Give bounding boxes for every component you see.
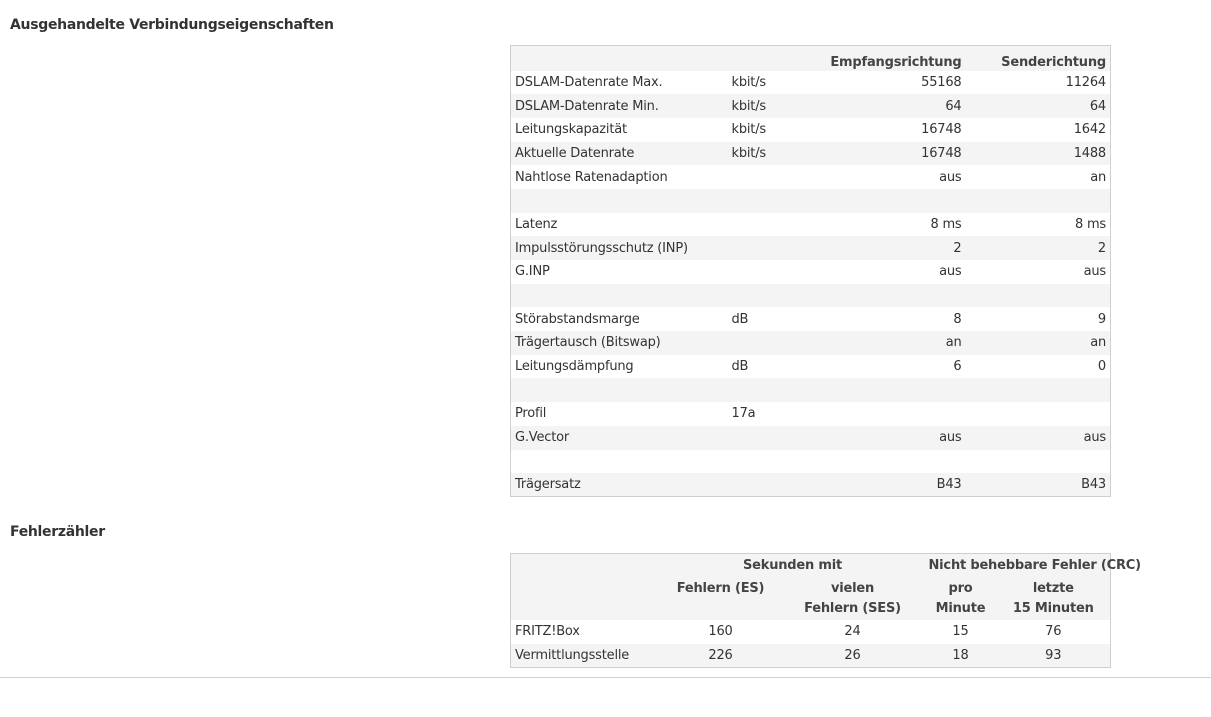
row-receive-value: 8 xyxy=(953,311,962,327)
row-unit xyxy=(728,426,798,450)
table-row xyxy=(511,142,1111,166)
row-label xyxy=(511,450,728,474)
row-unit: dB xyxy=(731,359,749,375)
row-receive-value xyxy=(798,284,966,308)
row-send-value: aus xyxy=(1083,430,1106,446)
row-unit: dB xyxy=(731,311,749,327)
row-unit xyxy=(728,450,798,474)
row-send-value: 11264 xyxy=(1065,74,1106,90)
header-cell xyxy=(511,46,728,71)
row-unit xyxy=(728,284,798,308)
row-receive-value: 16748 xyxy=(921,145,962,161)
row-label: Störabstandsmarge xyxy=(515,311,640,327)
row-label: G.Vector xyxy=(515,430,570,446)
row-receive-value xyxy=(798,402,966,426)
table-row xyxy=(511,213,1111,237)
row-label: DSLAM-Datenrate Max. xyxy=(515,74,663,90)
row-label: Leitungsdämpfung xyxy=(515,359,634,375)
header-receive-direction: Empfangsrichtung xyxy=(830,54,962,70)
section-title-error-counters: Fehlerzähler xyxy=(10,524,105,540)
header-last-15-line2: 15 Minuten xyxy=(1012,600,1094,616)
row-unit xyxy=(728,260,798,284)
row-label: Impulsstörungsschutz (INP) xyxy=(515,240,688,256)
row-receive-value: aus xyxy=(939,169,962,185)
row-unit xyxy=(728,165,798,189)
header-ses xyxy=(781,578,925,620)
row-receive-value xyxy=(798,450,966,474)
table-row xyxy=(511,94,1111,118)
row-send-value: aus xyxy=(1083,264,1106,280)
header-seconds-with: Sekunden mit xyxy=(742,558,843,574)
row-send-value: 8 ms xyxy=(1074,216,1106,232)
row-label: FRITZ!Box xyxy=(515,624,580,639)
header-cell xyxy=(511,578,661,620)
table-header-row xyxy=(511,46,1111,71)
header-ses-line2: Fehlern (SES) xyxy=(804,600,901,616)
row-receive-value: B43 xyxy=(936,477,962,493)
header-per-minute-line2: Minute xyxy=(935,600,986,616)
header-ses-line1: vielen xyxy=(830,580,875,596)
row-label: Aktuelle Datenrate xyxy=(515,145,635,161)
table-row xyxy=(511,307,1111,331)
row-send-value: an xyxy=(1090,335,1106,351)
row-unit: kbit/s xyxy=(731,74,766,90)
row-label: Profil xyxy=(515,406,547,422)
header-cell xyxy=(511,554,661,578)
ses-value: 24 xyxy=(844,624,861,639)
header-cell xyxy=(728,46,798,71)
row-receive-value: 55168 xyxy=(921,74,962,90)
row-unit xyxy=(728,189,798,213)
row-unit: kbit/s xyxy=(731,122,766,138)
row-send-value: 9 xyxy=(1097,311,1106,327)
table-row xyxy=(511,355,1111,379)
row-receive-value: an xyxy=(945,335,962,351)
table-row xyxy=(511,260,1111,284)
table-spacer-row xyxy=(511,450,1111,474)
table-row xyxy=(511,426,1111,450)
crc-last-15-value: 76 xyxy=(1045,624,1062,639)
row-send-value xyxy=(966,189,1111,213)
table-row xyxy=(511,71,1111,95)
header-last-15-line1: letzte xyxy=(1032,580,1074,596)
row-label: Nahtlose Ratenadaption xyxy=(515,169,668,185)
row-send-value: 2 xyxy=(1097,240,1106,256)
row-receive-value: 8 ms xyxy=(930,216,962,232)
error-counter-table xyxy=(510,553,1141,668)
header-per-minute xyxy=(925,578,997,620)
row-label: Trägersatz xyxy=(515,477,581,493)
connection-properties-table xyxy=(510,45,1111,497)
table-spacer-row xyxy=(511,189,1111,213)
row-send-value xyxy=(966,450,1111,474)
table-spacer-row xyxy=(511,378,1111,402)
row-unit xyxy=(728,331,798,355)
row-send-value: B43 xyxy=(1081,477,1106,493)
row-label xyxy=(511,284,728,308)
table-row xyxy=(511,402,1111,426)
row-label xyxy=(511,378,728,402)
row-receive-value: aus xyxy=(939,264,962,280)
row-send-value xyxy=(966,284,1111,308)
table-row xyxy=(511,644,1111,668)
row-receive-value xyxy=(798,378,966,402)
row-receive-value: 6 xyxy=(953,359,962,375)
row-send-value: 64 xyxy=(1089,98,1106,114)
section-title-connection-properties: Ausgehandelte Verbindungseigenschaften xyxy=(10,17,334,33)
row-label: Latenz xyxy=(515,216,558,232)
row-receive-value: 2 xyxy=(953,240,962,256)
row-unit xyxy=(728,213,798,237)
row-receive-value: 64 xyxy=(945,98,962,114)
row-send-value: 1488 xyxy=(1073,145,1106,161)
header-es-line1: Fehlern (ES) xyxy=(676,580,765,596)
row-unit xyxy=(728,236,798,260)
crc-last-15-value: 93 xyxy=(1045,647,1062,663)
es-value: 226 xyxy=(708,647,733,663)
row-unit: kbit/s xyxy=(731,145,766,161)
row-unit xyxy=(728,473,798,497)
row-label xyxy=(511,189,728,213)
header-last-15-min xyxy=(997,578,1111,620)
table-row xyxy=(511,620,1111,644)
header-es xyxy=(661,578,781,620)
es-value: 160 xyxy=(708,624,733,639)
row-receive-value: aus xyxy=(939,430,962,446)
table-header-row xyxy=(511,554,1111,578)
row-receive-value: 16748 xyxy=(921,122,962,138)
header-per-minute-line1: pro xyxy=(948,580,973,596)
row-receive-value xyxy=(798,189,966,213)
row-send-value: an xyxy=(1090,169,1106,185)
ses-value: 26 xyxy=(844,647,861,663)
table-spacer-row xyxy=(511,284,1111,308)
row-send-value xyxy=(966,402,1111,426)
row-send-value: 0 xyxy=(1097,359,1106,375)
crc-per-minute-value: 15 xyxy=(952,624,969,639)
row-label: Vermittlungsstelle xyxy=(515,647,630,663)
row-label: G.INP xyxy=(515,264,550,280)
row-label: Trägertausch (Bitswap) xyxy=(515,335,661,351)
header-send-direction: Senderichtung xyxy=(1001,54,1106,70)
row-label: Leitungskapazität xyxy=(515,122,627,138)
table-row xyxy=(511,165,1111,189)
header-crc-errors: Nicht behebbare Fehler (CRC) xyxy=(928,558,1141,574)
row-unit: 17a xyxy=(731,406,756,422)
table-row xyxy=(511,331,1111,355)
table-row xyxy=(511,236,1111,260)
row-unit xyxy=(728,378,798,402)
table-subheader-row xyxy=(511,578,1111,620)
table-row xyxy=(511,473,1111,497)
row-label: DSLAM-Datenrate Min. xyxy=(515,98,659,114)
row-send-value: 1642 xyxy=(1073,122,1106,138)
row-unit: kbit/s xyxy=(731,98,766,114)
table-row xyxy=(511,118,1111,142)
row-send-value xyxy=(966,378,1111,402)
crc-per-minute-value: 18 xyxy=(952,647,969,663)
divider xyxy=(0,677,1211,678)
